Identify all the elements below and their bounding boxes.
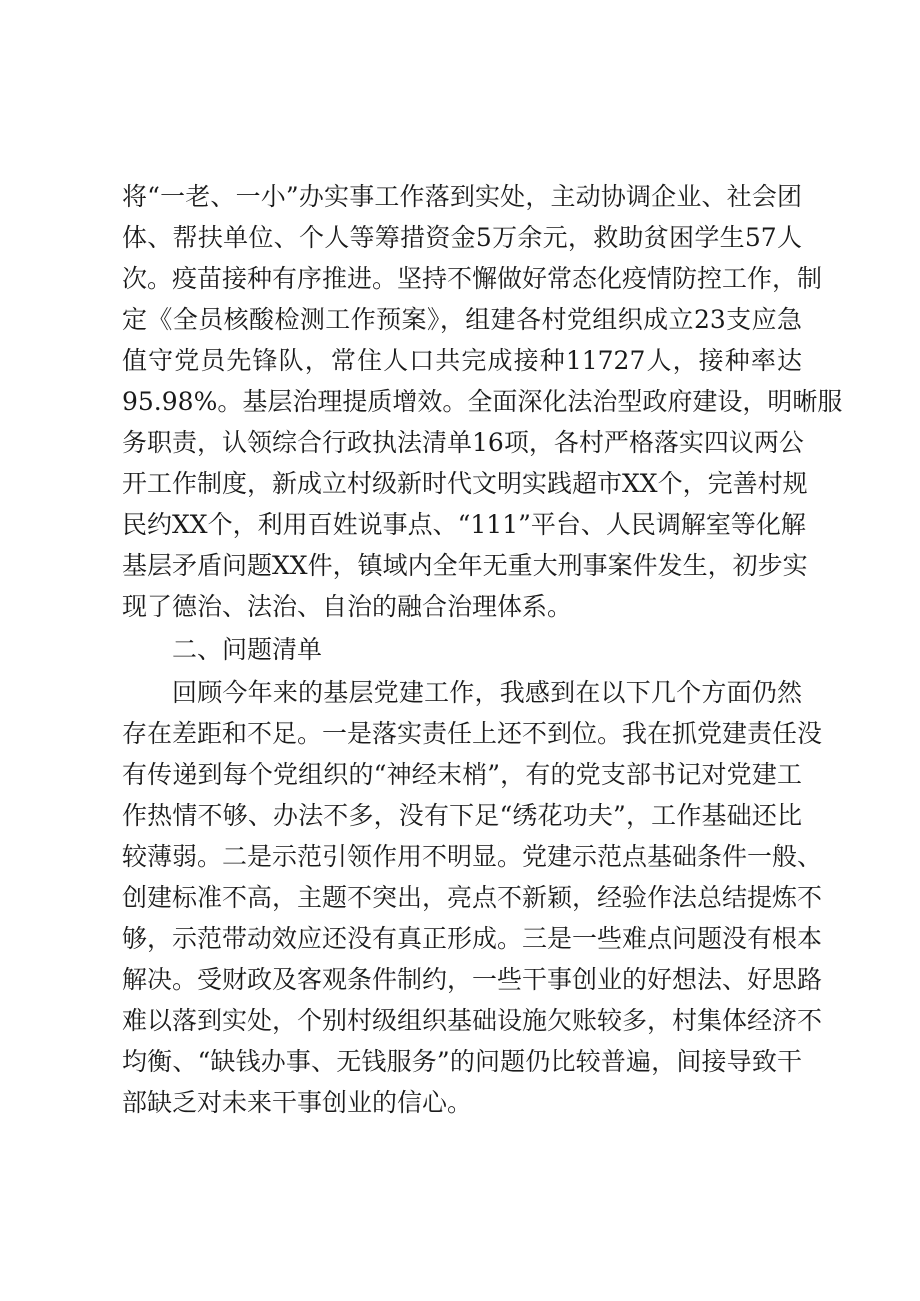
body-text-line: 部缺乏对未来干事创业的信心。 (122, 1088, 473, 1117)
body-text-line: 定《全员核酸检测工作预案》，组建各村党组织成立23支应急 (122, 305, 802, 334)
body-text-line: 民约XX个，利用百姓说事点、“111”平台、人民调解室等化解 (122, 510, 806, 539)
body-text-line: 将“一老、一小”办实事工作落到实处，主动协调企业、社会团 (122, 182, 802, 211)
body-text-line: 够，示范带动效应还没有真正形成。三是一些难点问题没有根本 (122, 924, 823, 953)
section-heading: 二、问题清单 (172, 635, 323, 664)
body-text-line: 回顾今年来的基层党建工作，我感到在以下几个方面仍然 (172, 678, 802, 707)
body-text-line: 次。疫苗接种有序推进。坚持不懈做好常态化疫情防控工作，制 (122, 264, 823, 293)
body-text-line: 较薄弱。二是示范引领作用不明显。党建示范点基础条件一般、 (122, 842, 823, 871)
body-text-line: 解决。受财政及客观条件制约，一些干事创业的好想法、好思路 (122, 965, 823, 994)
body-text-line: 有传递到每个党组织的“神经末梢”，有的党支部书记对党建工 (122, 760, 802, 789)
body-text-line: 体、帮扶单位、个人等筹措资金5万余元，救助贫困学生57人 (122, 223, 802, 252)
body-text-line: 值守党员先锋队，常住人口共完成接种11727人，接种率达 (122, 346, 802, 375)
body-text-line: 存在差距和不足。一是落实责任上还不到位。我在抓党建责任没 (122, 719, 823, 748)
body-text-line: 基层矛盾问题XX件，镇域内全年无重大刑事案件发生，初步实 (122, 551, 808, 580)
body-text-line: 难以落到实处，个别村级组织基础设施欠账较多，村集体经济不 (122, 1006, 823, 1035)
body-text-line: 务职责，认领综合行政执法清单16项，各村严格落实四议两公 (122, 428, 804, 457)
body-text-line: 现了德治、法治、自治的融合治理体系。 (122, 592, 573, 621)
body-text-line: 作热情不够、办法不多，没有下足“绣花功夫”，工作基础还比 (122, 801, 802, 830)
body-text-line: 95.98%。基层治理提质增效。全面深化法治型政府建设，明晰服 (122, 387, 843, 416)
body-text-line: 开工作制度，新成立村级新时代文明实践超市XX个，完善村规 (122, 469, 808, 498)
body-text-line: 创建标准不高，主题不突出，亮点不新颖，经验作法总结提炼不 (122, 883, 823, 912)
body-text-line: 均衡、“缺钱办事、无钱服务”的问题仍比较普遍，间接导致干 (122, 1047, 802, 1076)
